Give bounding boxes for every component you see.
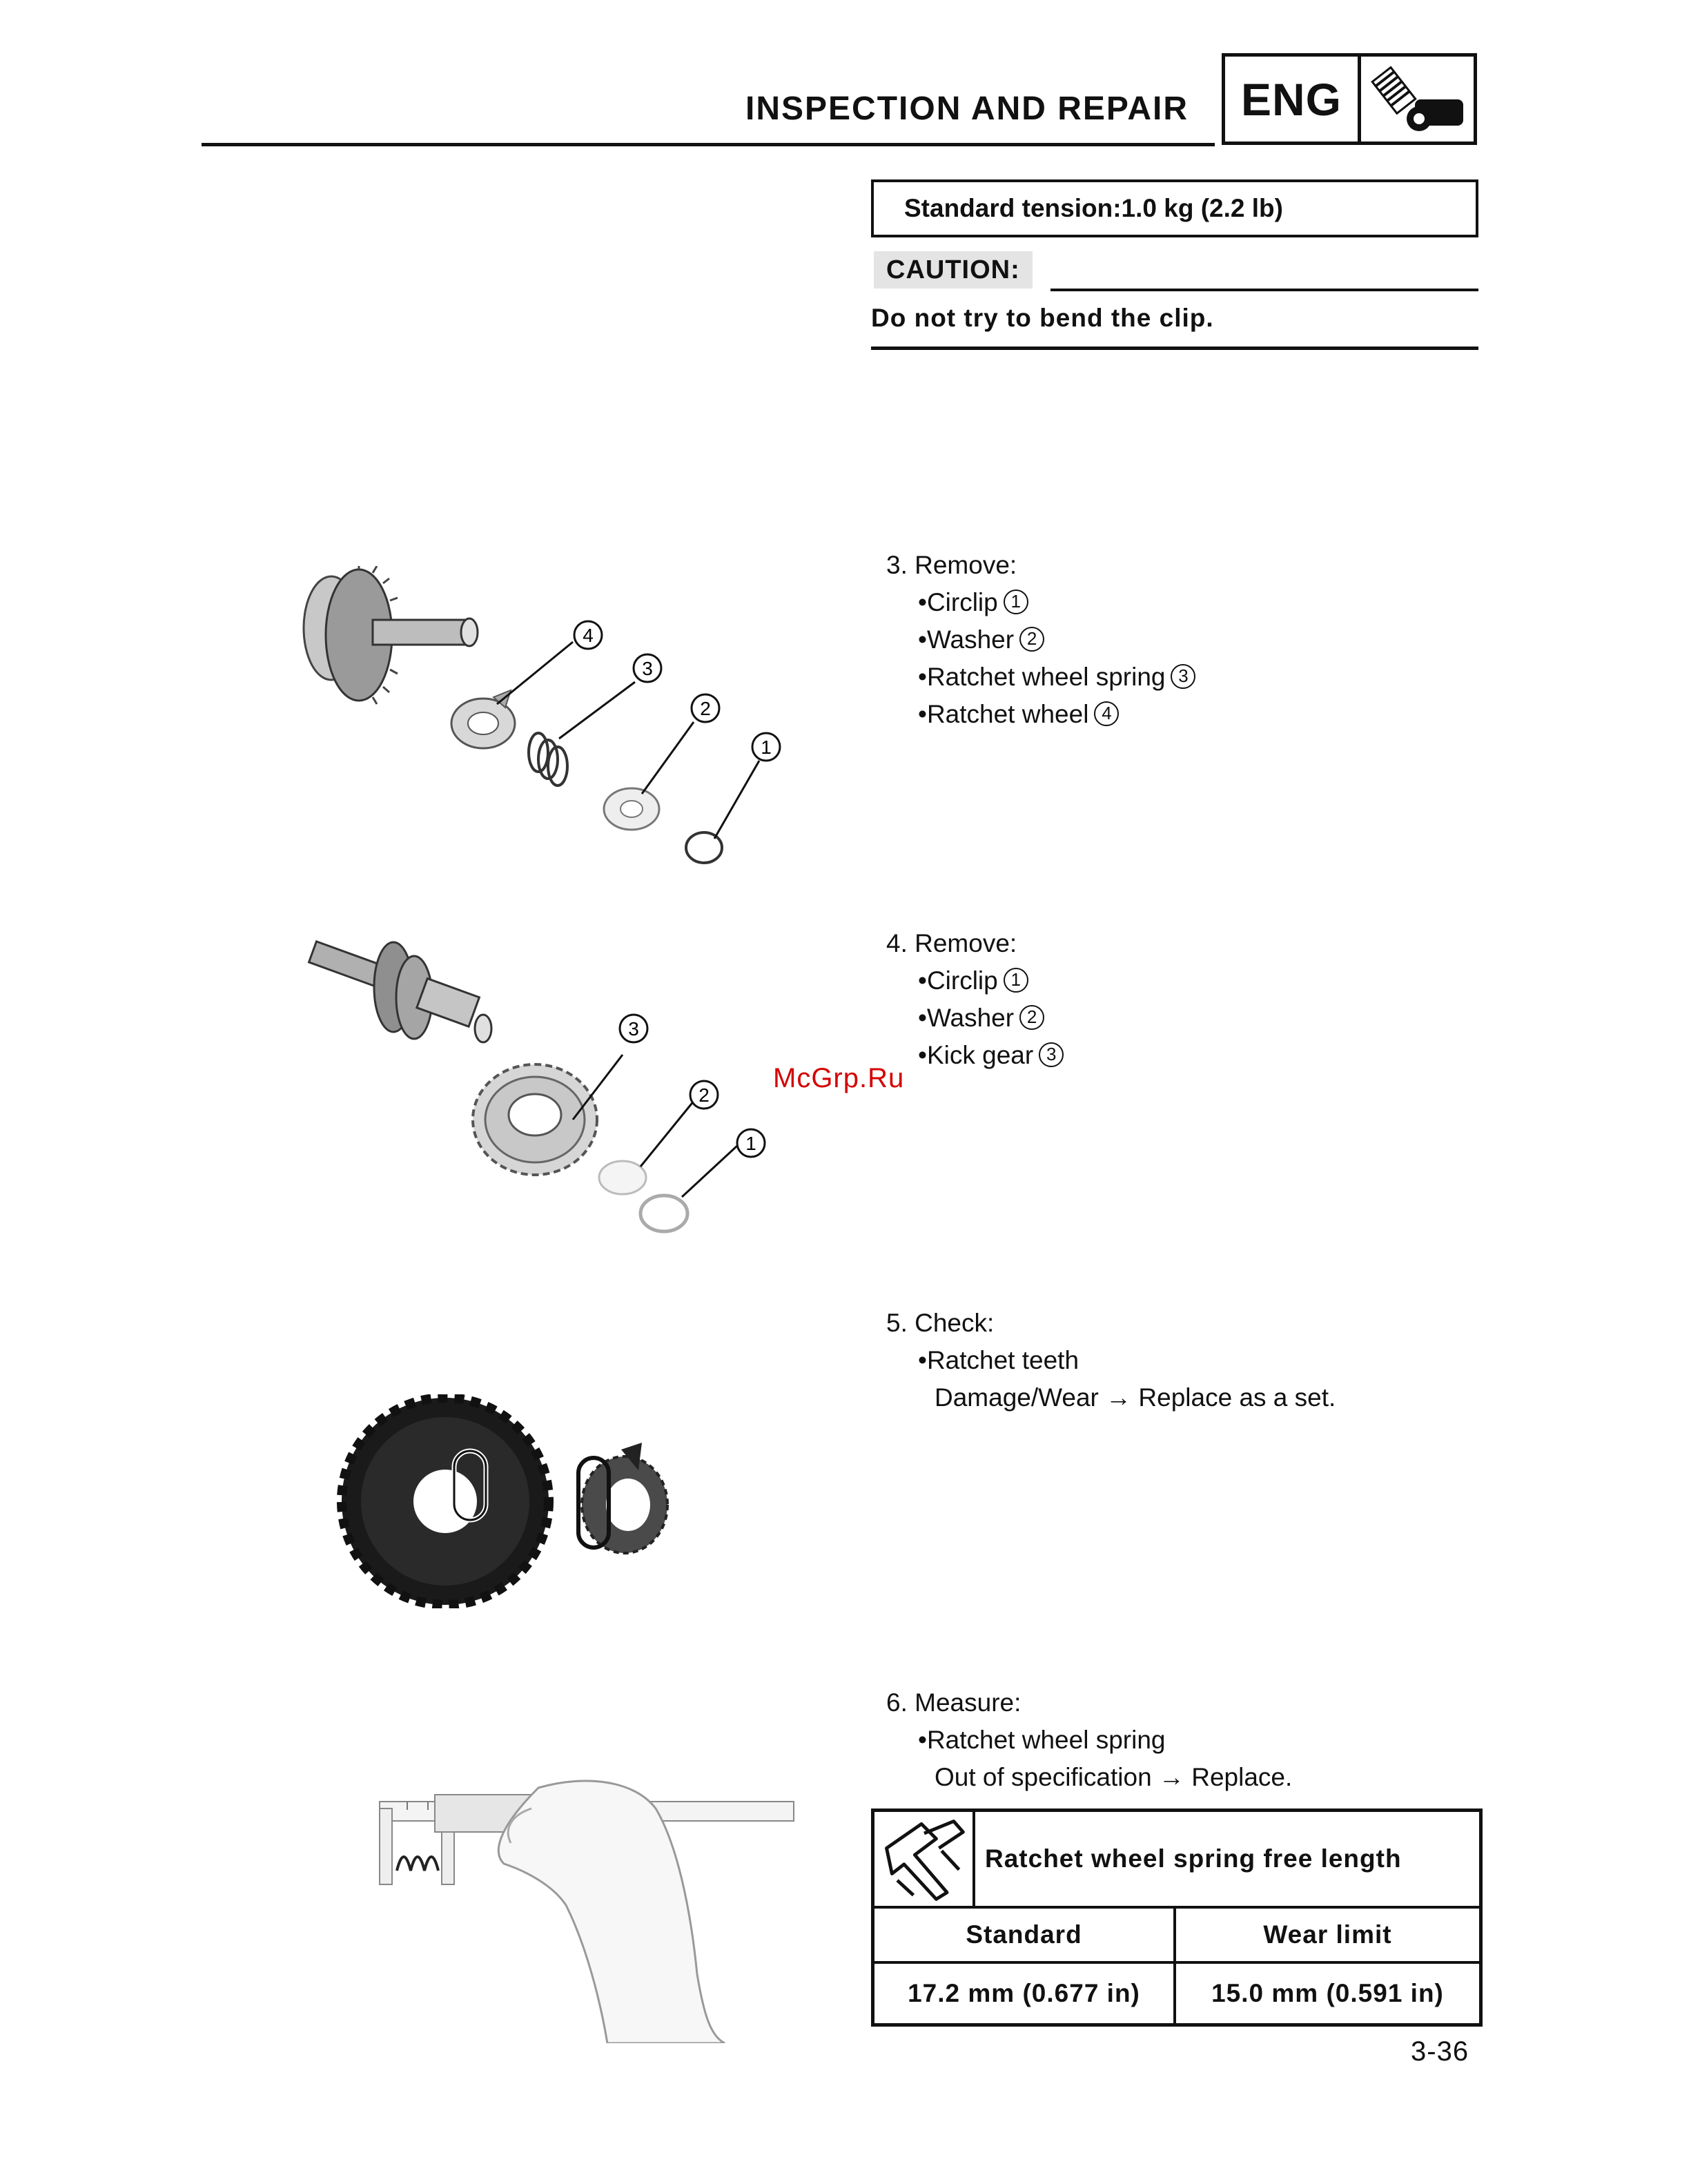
callout-number: 4 xyxy=(1094,701,1119,726)
callout-3 xyxy=(620,1015,647,1042)
step-6-action: Out of specification → Replace. xyxy=(935,1763,1293,1791)
caution-label: CAUTION: xyxy=(874,251,1033,289)
ratchet-wheel-spring xyxy=(529,733,567,786)
circlip xyxy=(641,1196,687,1231)
callout-number: 3 xyxy=(1039,1042,1064,1067)
step-3-item-2: •Washer 2 xyxy=(886,621,1195,659)
step-3-heading: 3. Remove: xyxy=(886,551,1017,579)
tension-value: 1.0 kg (2.2 lb) xyxy=(1121,194,1283,222)
ratchet-wheel xyxy=(451,690,515,748)
step-4-heading: 4. Remove: xyxy=(886,929,1017,957)
kick-shaft xyxy=(309,942,491,1042)
svg-text:1: 1 xyxy=(745,1133,756,1154)
circlip xyxy=(686,832,722,863)
watermark: McGrp.Ru xyxy=(773,1063,905,1093)
step-4 xyxy=(886,925,1064,1074)
svg-text:2: 2 xyxy=(700,698,711,719)
step-3 xyxy=(886,547,1195,733)
washer xyxy=(599,1161,646,1194)
svg-text:3: 3 xyxy=(642,658,653,679)
kick-shaft-gear xyxy=(304,566,478,704)
caution-bottom-rule xyxy=(871,347,1478,350)
step-6-heading: 6. Measure: xyxy=(886,1688,1022,1717)
caliper-icon xyxy=(874,1812,975,1906)
callout-number: 3 xyxy=(1171,664,1195,689)
tension-label: Standard tension: xyxy=(904,194,1122,222)
value-standard: 17.2 mm (0.677 in) xyxy=(874,1964,1176,2023)
callout-number: 1 xyxy=(1004,589,1028,614)
spring-measurement-figure xyxy=(366,1767,808,2043)
spec-table-title: Ratchet wheel spring free length xyxy=(985,1844,1402,1873)
step-3-item-3: •Ratchet wheel spring 3 xyxy=(886,659,1195,696)
svg-text:4: 4 xyxy=(583,625,594,646)
step-4-item-1: •Circlip 1 xyxy=(886,962,1064,1000)
page-title: INSPECTION AND REPAIR xyxy=(745,90,1189,127)
step-4-item-3: •Kick gear 3 xyxy=(886,1037,1064,1074)
step-5-heading: 5. Check: xyxy=(886,1309,995,1337)
callout-2 xyxy=(690,1081,718,1109)
callout-number: 2 xyxy=(1019,1005,1044,1030)
spec-table xyxy=(871,1808,1483,2027)
ratchet-wheel-spring xyxy=(397,1857,438,1871)
svg-text:1: 1 xyxy=(761,737,772,758)
caution-text: Do not try to bend the clip. xyxy=(871,304,1214,332)
callout-number: 1 xyxy=(1004,968,1028,993)
column-header-standard: Standard xyxy=(874,1909,1176,1964)
washer xyxy=(604,788,659,830)
step-5-action: Damage/Wear → Replace as a set. xyxy=(935,1383,1336,1412)
step-5-item: •Ratchet teeth xyxy=(918,1346,1079,1374)
callout-1 xyxy=(737,1129,765,1157)
ratchet-wheel-exploded-figure xyxy=(262,566,801,884)
step-5 xyxy=(886,1305,1336,1416)
callout-4 xyxy=(574,621,602,649)
column-header-wear-limit: Wear limit xyxy=(1176,1909,1479,1964)
callout-2 xyxy=(692,694,719,722)
step-3-item-1: •Circlip 1 xyxy=(886,584,1195,621)
value-wear-limit: 15.0 mm (0.591 in) xyxy=(1211,1979,1444,2007)
section-tab xyxy=(1222,53,1477,145)
svg-text:2: 2 xyxy=(698,1084,710,1106)
step-6 xyxy=(886,1684,1292,1796)
standard-tension-box xyxy=(871,179,1478,237)
kick-gear-exploded-figure xyxy=(304,932,787,1249)
header-rule xyxy=(202,143,1215,146)
step-4-item-2: •Washer 2 xyxy=(886,1000,1064,1037)
spec-table-header xyxy=(874,1812,1479,1909)
callout-1 xyxy=(752,733,780,761)
kick-gear-photo xyxy=(342,1398,549,1605)
kick-gear xyxy=(473,1064,597,1175)
ratchet-teeth-figure xyxy=(331,1394,690,1608)
section-label: ENG xyxy=(1225,57,1361,142)
callout-3 xyxy=(634,654,661,682)
step-3-item-4: •Ratchet wheel 4 xyxy=(886,696,1195,733)
step-6-item: •Ratchet wheel spring xyxy=(918,1726,1166,1754)
svg-text:3: 3 xyxy=(628,1018,639,1040)
callout-number: 2 xyxy=(1019,627,1044,652)
page-number: 3-36 xyxy=(1411,2036,1469,2067)
caution-rule xyxy=(1050,289,1478,291)
ratchet-wheel-photo xyxy=(578,1443,667,1553)
engine-icon xyxy=(1367,61,1474,138)
